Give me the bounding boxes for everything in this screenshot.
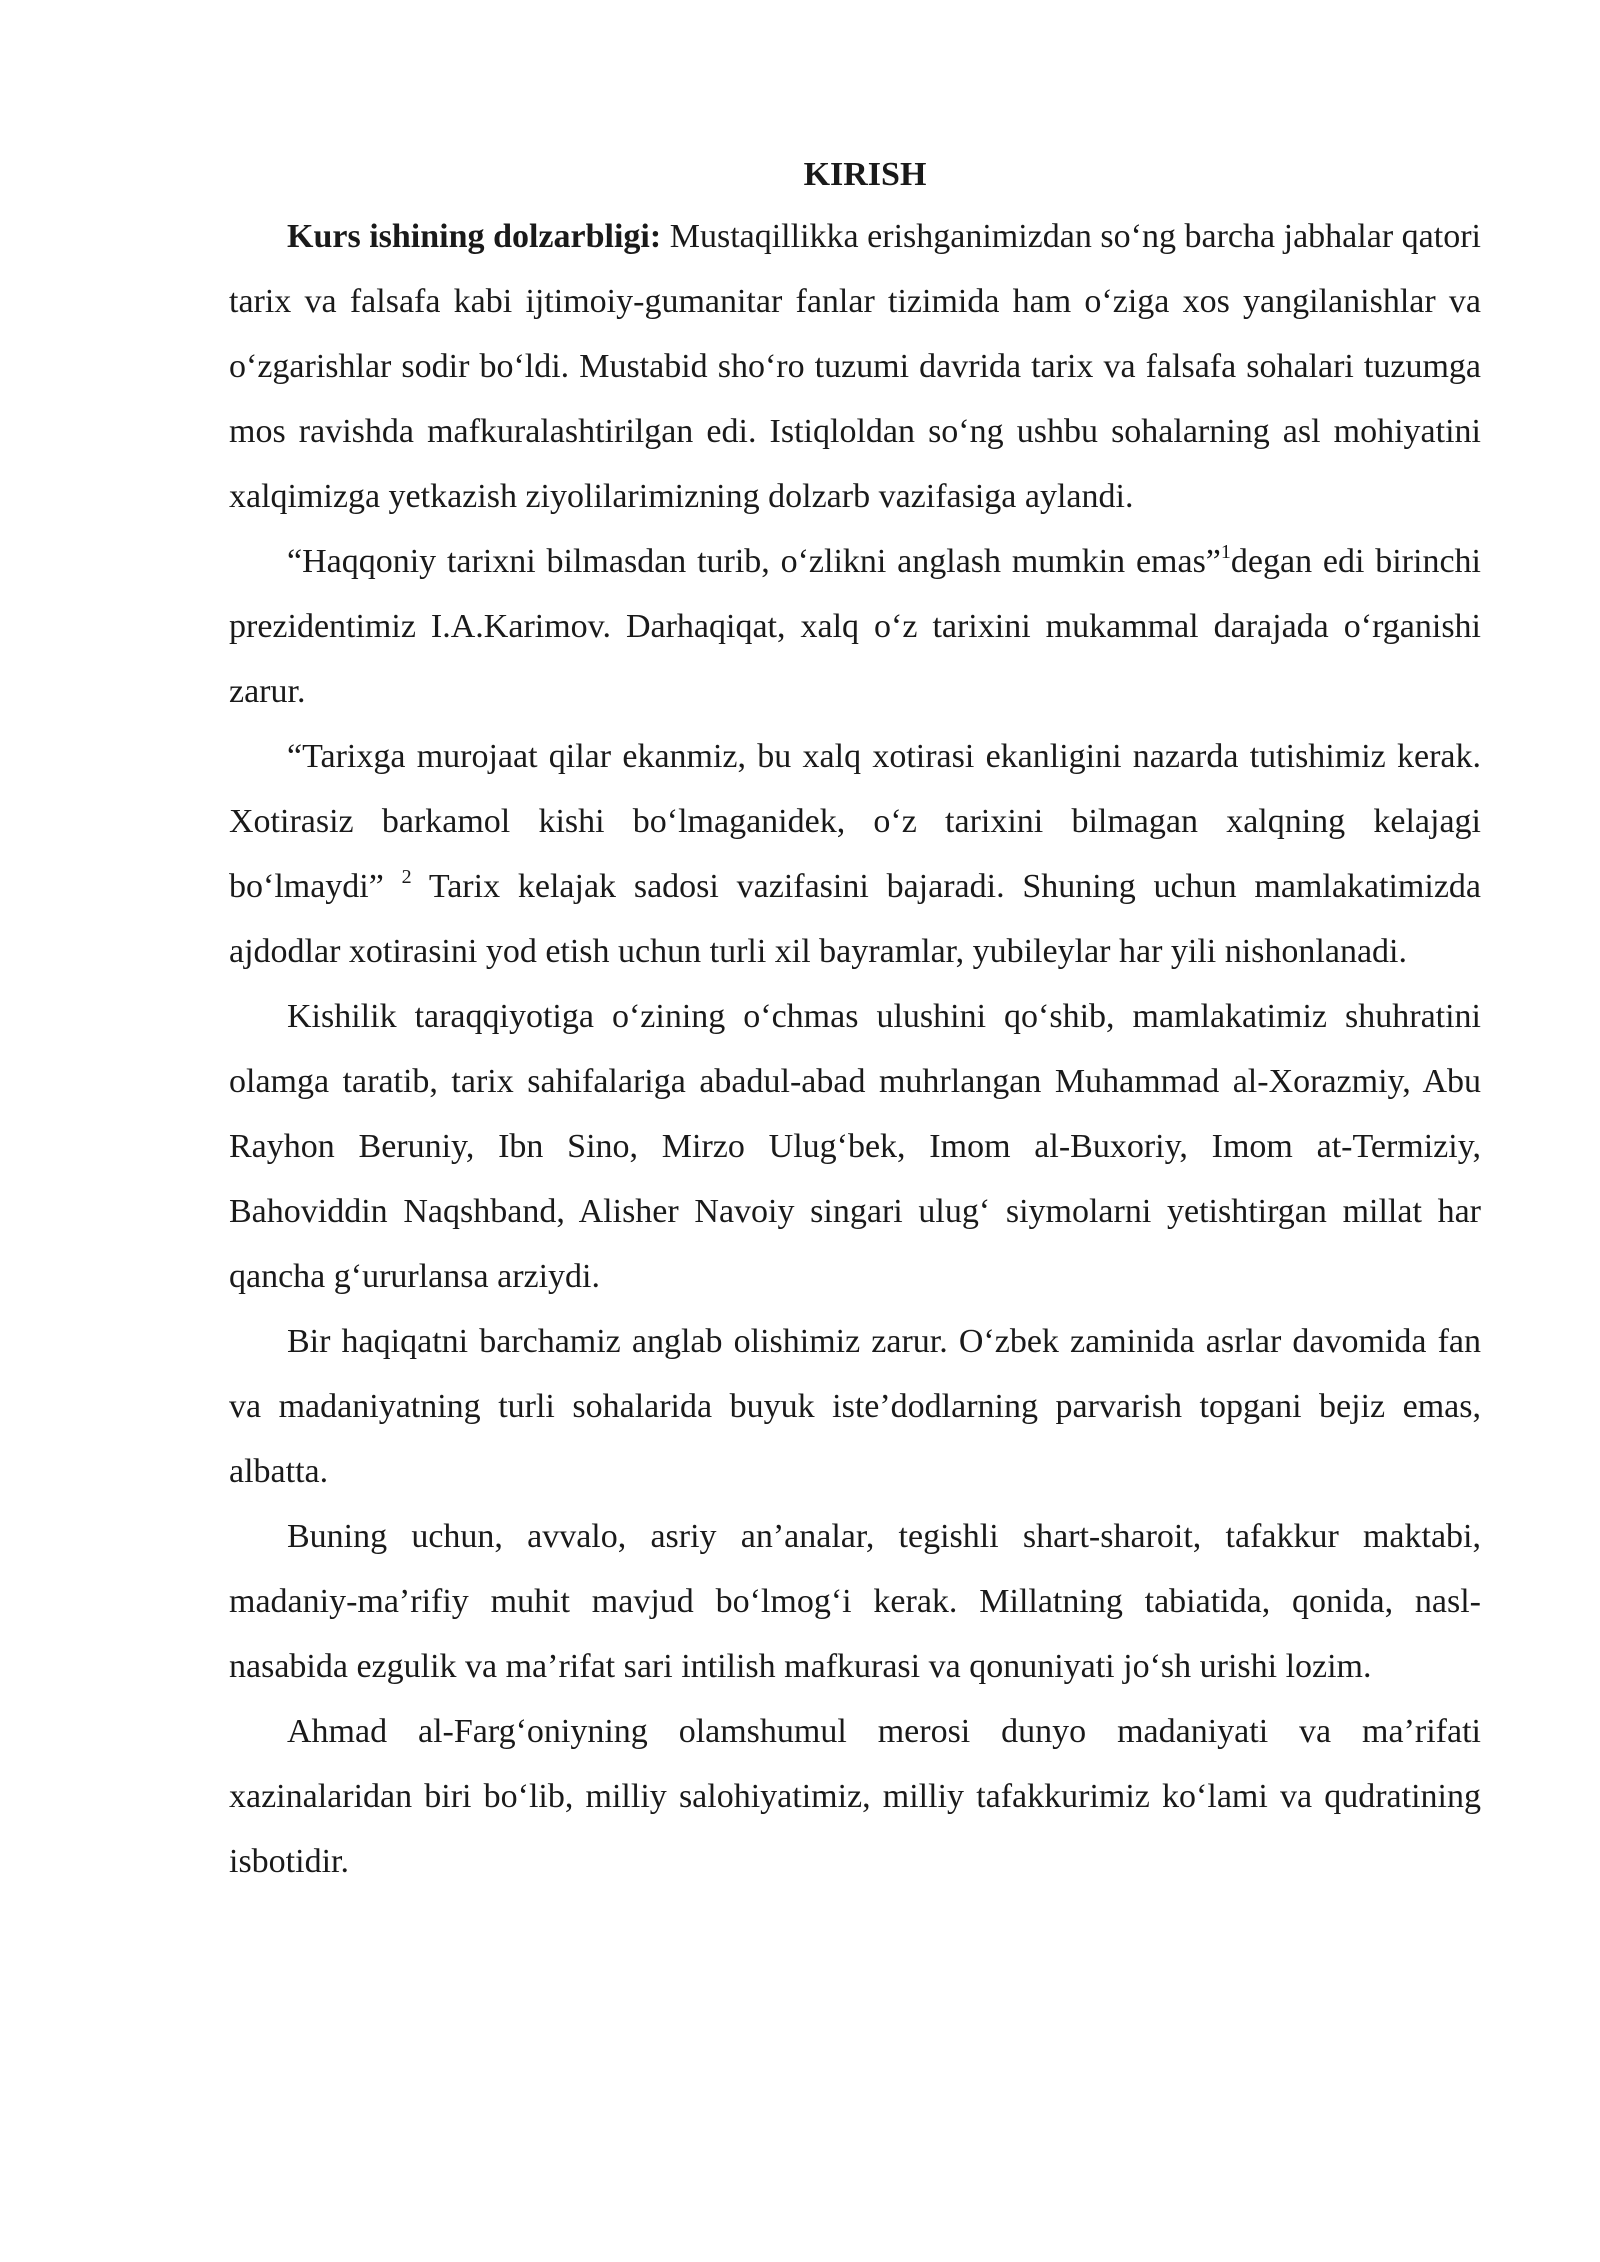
paragraph-relevance [229,204,1481,529]
quote-text: “Haqqoniy tarixni bilmasdan turib, o‘zlikni anglash mumkin emas” [287,543,1221,580]
paragraph-text: Mustaqillikka erishganimizdan so‘ng barcha jabhalar qatori tarix va falsafa kabi ijtimoiy-gumanitar fanlar tizimida ham o‘ziga xos yangilanishlar va o‘zgarishlar sodir bo‘ldi. Mustabid sho‘ro tuzumi davrida tarix va falsafa sohalari tuzumga mos ravishda mafkuralashtirilgan edi. Istiqloldan so‘ng ushbu sohalarning asl mohiyatini xalqimizga yetkazish ziyolilarimizning dolzarb vazifasiga aylandi. [229,218,1481,515]
paragraph-scholars: Kishilik taraqqiyotiga o‘zining o‘chmas ulushini qo‘shib, mamlakatimiz shuhratini olamga taratib, tarix sahifalariga abadul-abad muhrlangan Muhammad al-Xorazmiy, Abu Rayhon Beruniy, Ibn Sino, Mirzo Ulug‘bek, Imom al-Buxoriy, Imom at-Termiziy, Bahoviddin Naqshband, Alisher Navoiy singari ulug‘ siymolarni yetishtirgan millat har qancha g‘ururlansa arziydi. [229,998,1481,1295]
paragraph-traditions: Buning uchun, avvalo, asriy an’analar, tegishli shart-sharoit, tafakkur maktabi, madaniy-ma’rifiy muhit mavjud bo‘lmog‘i kerak. Millatning tabiatida, qonida, nasl-nasabida ezgulik va ma’rifat sari intilish mafkurasi va qonuniyati jo‘sh urishi lozim. [229,1518,1481,1685]
footnote-marker[interactable]: 1 [1220,541,1231,563]
document-page [229,146,1481,1894]
paragraph-lead: Kurs ishining dolzarbligi: [287,218,662,255]
paragraph-text: degan edi birinchi prezidentimiz I.A.Karimov. Darhaqiqat, xalq o‘z tarixini mukammal darajada o‘rganishi zarur. [229,543,1481,710]
paragraph-fargoniy: Ahmad al-Farg‘oniyning olamshumul merosi dunyo madaniyati va ma’rifati xazinalaridan biri bo‘lib, milliy salohiyatimiz, milliy tafakkurimiz ko‘lami va qudratining isbotidir. [229,1713,1481,1880]
paragraph-quote-karimov [229,529,1481,724]
paragraph-text: Tarix kelajak sadosi vazifasini bajaradi. Shuning uchun mamlakatimizda ajdodlar xotirasini yod etish uchun turli xil bayramlar, yubileylar har yili nishonlanadi. [229,868,1481,970]
paragraph-quote-history [229,724,1481,984]
footnote-marker[interactable]: 2 [401,866,412,888]
quote-text: “Tarixga murojaat qilar ekanmiz, bu xalq xotirasi ekanligini nazarda tutishimiz kerak. Xotirasiz barkamol kishi bo‘lmaganidek, o‘z tarixini bilmagan xalqning kelajagi bo‘lmaydi” [229,738,1481,905]
page-title: KIRISH [803,156,927,193]
paragraph-truth: Bir haqiqatni barchamiz anglab olishimiz zarur. O‘zbek zaminida asrlar davomida fan va madaniyatning turli sohalarida buyuk iste’dodlarning parvarish topgani bejiz emas, albatta. [229,1323,1481,1490]
